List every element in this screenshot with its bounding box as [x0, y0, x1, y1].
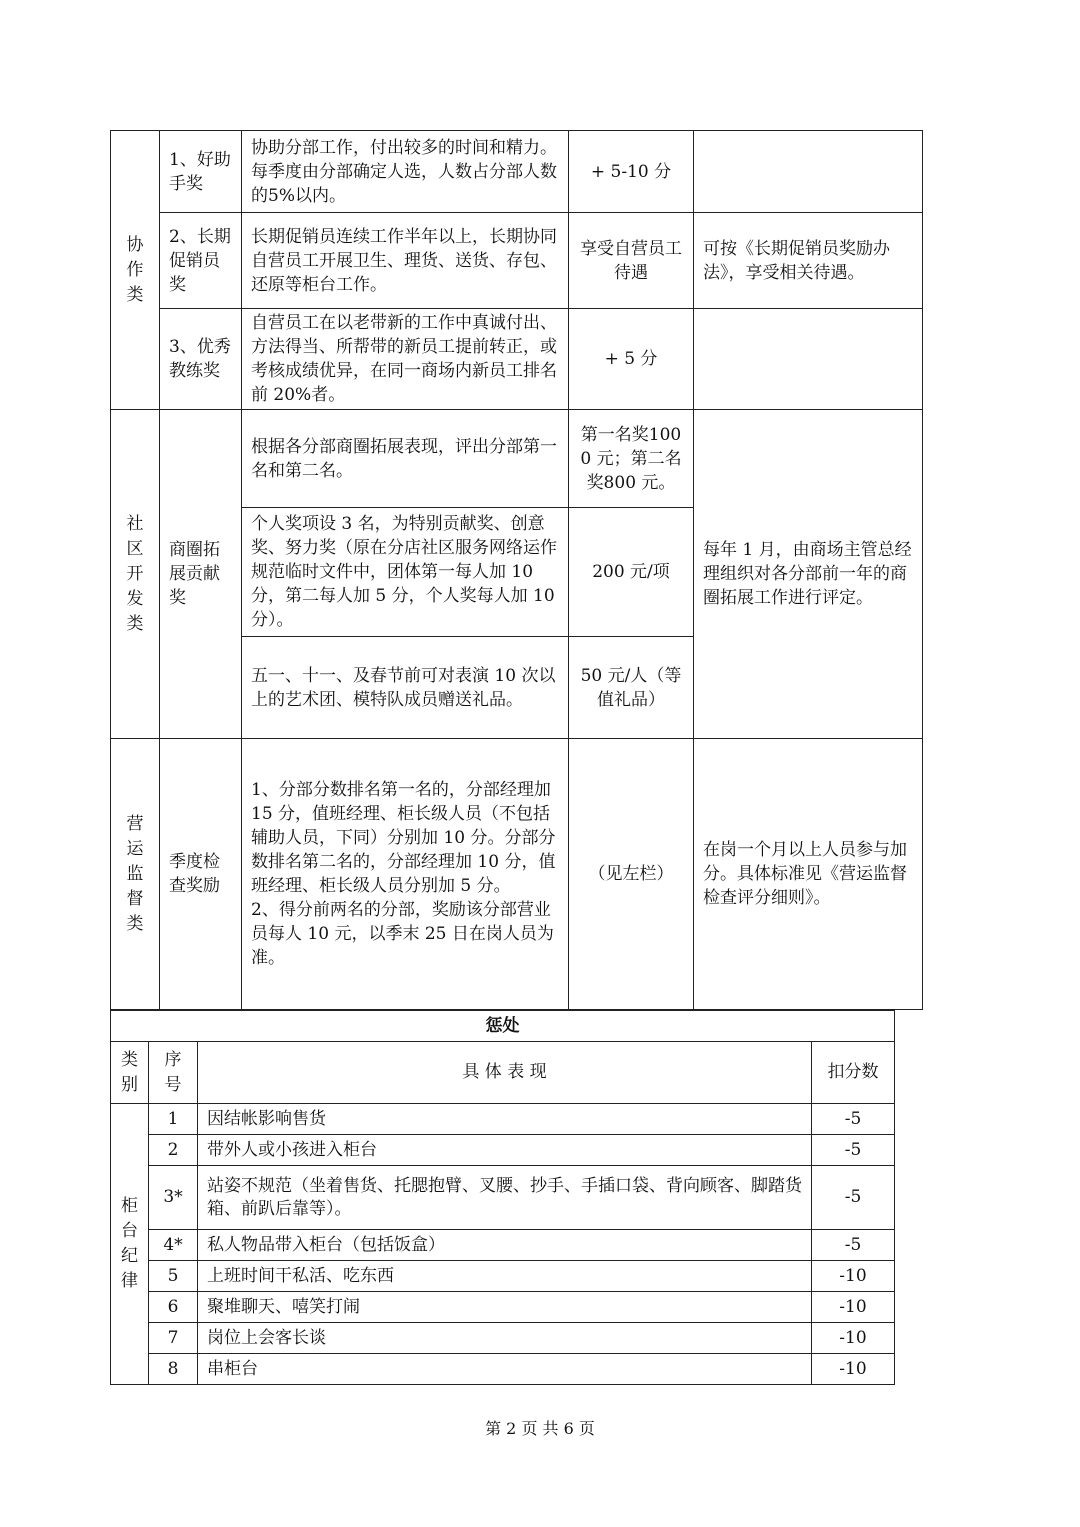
table-row	[111, 1292, 895, 1323]
table-row	[111, 1354, 895, 1385]
award-amount: 200 元/项	[569, 508, 694, 637]
table-row	[111, 1011, 895, 1042]
table-row	[111, 1261, 895, 1292]
deduct-cell: -5	[812, 1166, 895, 1230]
reward-table	[110, 130, 923, 1010]
description-line: 2、得分前两名的分部，奖励该分部营业员每人 10 元，以季末 25 日在岗人员为准。	[251, 900, 554, 968]
table-row	[111, 1042, 895, 1104]
category-label: 社区开发类	[126, 513, 144, 634]
award-amount: 第一名奖1000 元；第二名奖800 元。	[569, 410, 694, 508]
award-name: 季度检查奖励	[160, 739, 242, 1010]
description-line: 1、分部分数排名第一名的，分部经理加 15 分，值班经理、柜长级人员（不包括辅助人员，下同）分别加 10 分。分部分数排名第二名的，分部经理加 10 分，值班经理、柜长级人员分别加 5 分。	[251, 780, 556, 896]
category-cell	[111, 1104, 149, 1385]
detail-cell: 串柜台	[198, 1354, 812, 1385]
award-note	[694, 309, 923, 410]
award-note: 在岗一个月以上人员参与加分。具体标准见《营运监督检查评分细则》。	[694, 739, 923, 1010]
category-cell	[111, 131, 160, 410]
header-label: 类别	[121, 1049, 138, 1095]
detail-cell: 上班时间干私活、吃东西	[198, 1261, 812, 1292]
seq-cell: 3*	[149, 1166, 198, 1230]
deduct-cell: -10	[812, 1323, 895, 1354]
table-row	[111, 739, 923, 1010]
award-note	[694, 131, 923, 213]
header-seq	[149, 1042, 198, 1104]
award-name: 3、优秀教练奖	[160, 309, 242, 410]
deduct-cell: -5	[812, 1135, 895, 1166]
award-name: 商圈拓展贡献奖	[160, 410, 242, 739]
category-label: 柜台纪律	[121, 1196, 138, 1291]
table-row	[111, 1104, 895, 1135]
table-row	[111, 213, 923, 309]
category-label: 协作类	[126, 234, 144, 305]
seq-cell: 6	[149, 1292, 198, 1323]
award-amount: + 5-10 分	[569, 131, 694, 213]
page-footer: 第 2 页 共 6 页	[485, 1419, 595, 1438]
award-description	[242, 739, 569, 1010]
table-row	[111, 1135, 895, 1166]
deduct-cell: -10	[812, 1354, 895, 1385]
category-cell	[111, 739, 160, 1010]
award-amount: （见左栏）	[569, 739, 694, 1010]
category-label: 营运监督类	[126, 813, 144, 934]
table-row	[111, 410, 923, 508]
table-row	[111, 1323, 895, 1354]
award-amount: 享受自营员工待遇	[569, 213, 694, 309]
award-description: 根据各分部商圈拓展表现，评出分部第一名和第二名。	[242, 410, 569, 508]
header-label: 序号	[164, 1049, 182, 1095]
category-cell	[111, 410, 160, 739]
deduct-cell: -10	[812, 1292, 895, 1323]
table-row	[111, 1230, 895, 1261]
detail-cell: 站姿不规范（坐着售货、托腮抱臂、叉腰、抄手、手插口袋、背向顾客、脚踏货箱、前趴后靠等）。	[198, 1166, 812, 1230]
seq-cell: 1	[149, 1104, 198, 1135]
table-row	[111, 309, 923, 410]
header-category	[111, 1042, 149, 1104]
seq-cell: 7	[149, 1323, 198, 1354]
header-detail: 具 体 表 现	[198, 1042, 812, 1104]
detail-cell: 因结帐影响售货	[198, 1104, 812, 1135]
table-row	[111, 1166, 895, 1230]
detail-cell: 岗位上会客长谈	[198, 1323, 812, 1354]
deduct-cell: -10	[812, 1261, 895, 1292]
award-description: 个人奖项设 3 名，为特别贡献奖、创意奖、努力奖（原在分店社区服务网络运作规范临时文件中，团体第一每人加 10 分，第二每人加 5 分，个人奖每人加 10 分）。	[242, 508, 569, 637]
award-note: 可按《长期促销员奖励办法》，享受相关待遇。	[694, 213, 923, 309]
header-deduct: 扣分数	[812, 1042, 895, 1104]
seq-cell: 5	[149, 1261, 198, 1292]
award-description: 五一、十一、及春节前可对表演 10 次以上的艺术团、模特队成员赠送礼品。	[242, 637, 569, 739]
seq-cell: 2	[149, 1135, 198, 1166]
table-row	[111, 131, 923, 213]
deduct-cell: -5	[812, 1230, 895, 1261]
award-note: 每年 1 月，由商场主管总经理组织对各分部前一年的商圈拓展工作进行评定。	[694, 410, 923, 739]
penalty-title: 惩处	[111, 1011, 895, 1042]
award-amount: + 5 分	[569, 309, 694, 410]
penalty-table	[110, 1010, 895, 1385]
deduct-cell: -5	[812, 1104, 895, 1135]
award-amount: 50 元/人（等值礼品）	[569, 637, 694, 739]
detail-cell: 私人物品带入柜台（包括饭盒）	[198, 1230, 812, 1261]
award-description: 长期促销员连续工作半年以上，长期协同自营员工开展卫生、理货、送货、存包、还原等柜台工作。	[242, 213, 569, 309]
seq-cell: 4*	[149, 1230, 198, 1261]
seq-cell: 8	[149, 1354, 198, 1385]
award-name: 1、好助手奖	[160, 131, 242, 213]
detail-cell: 聚堆聊天、嘻笑打闹	[198, 1292, 812, 1323]
award-description: 协助分部工作，付出较多的时间和精力。每季度由分部确定人选，人数占分部人数的5%以内。	[242, 131, 569, 213]
award-description: 自营员工在以老带新的工作中真诚付出、方法得当、所帮带的新员工提前转正，或考核成绩优异，在同一商场内新员工排名前 20%者。	[242, 309, 569, 410]
detail-cell: 带外人或小孩进入柜台	[198, 1135, 812, 1166]
award-name: 2、长期促销员奖	[160, 213, 242, 309]
